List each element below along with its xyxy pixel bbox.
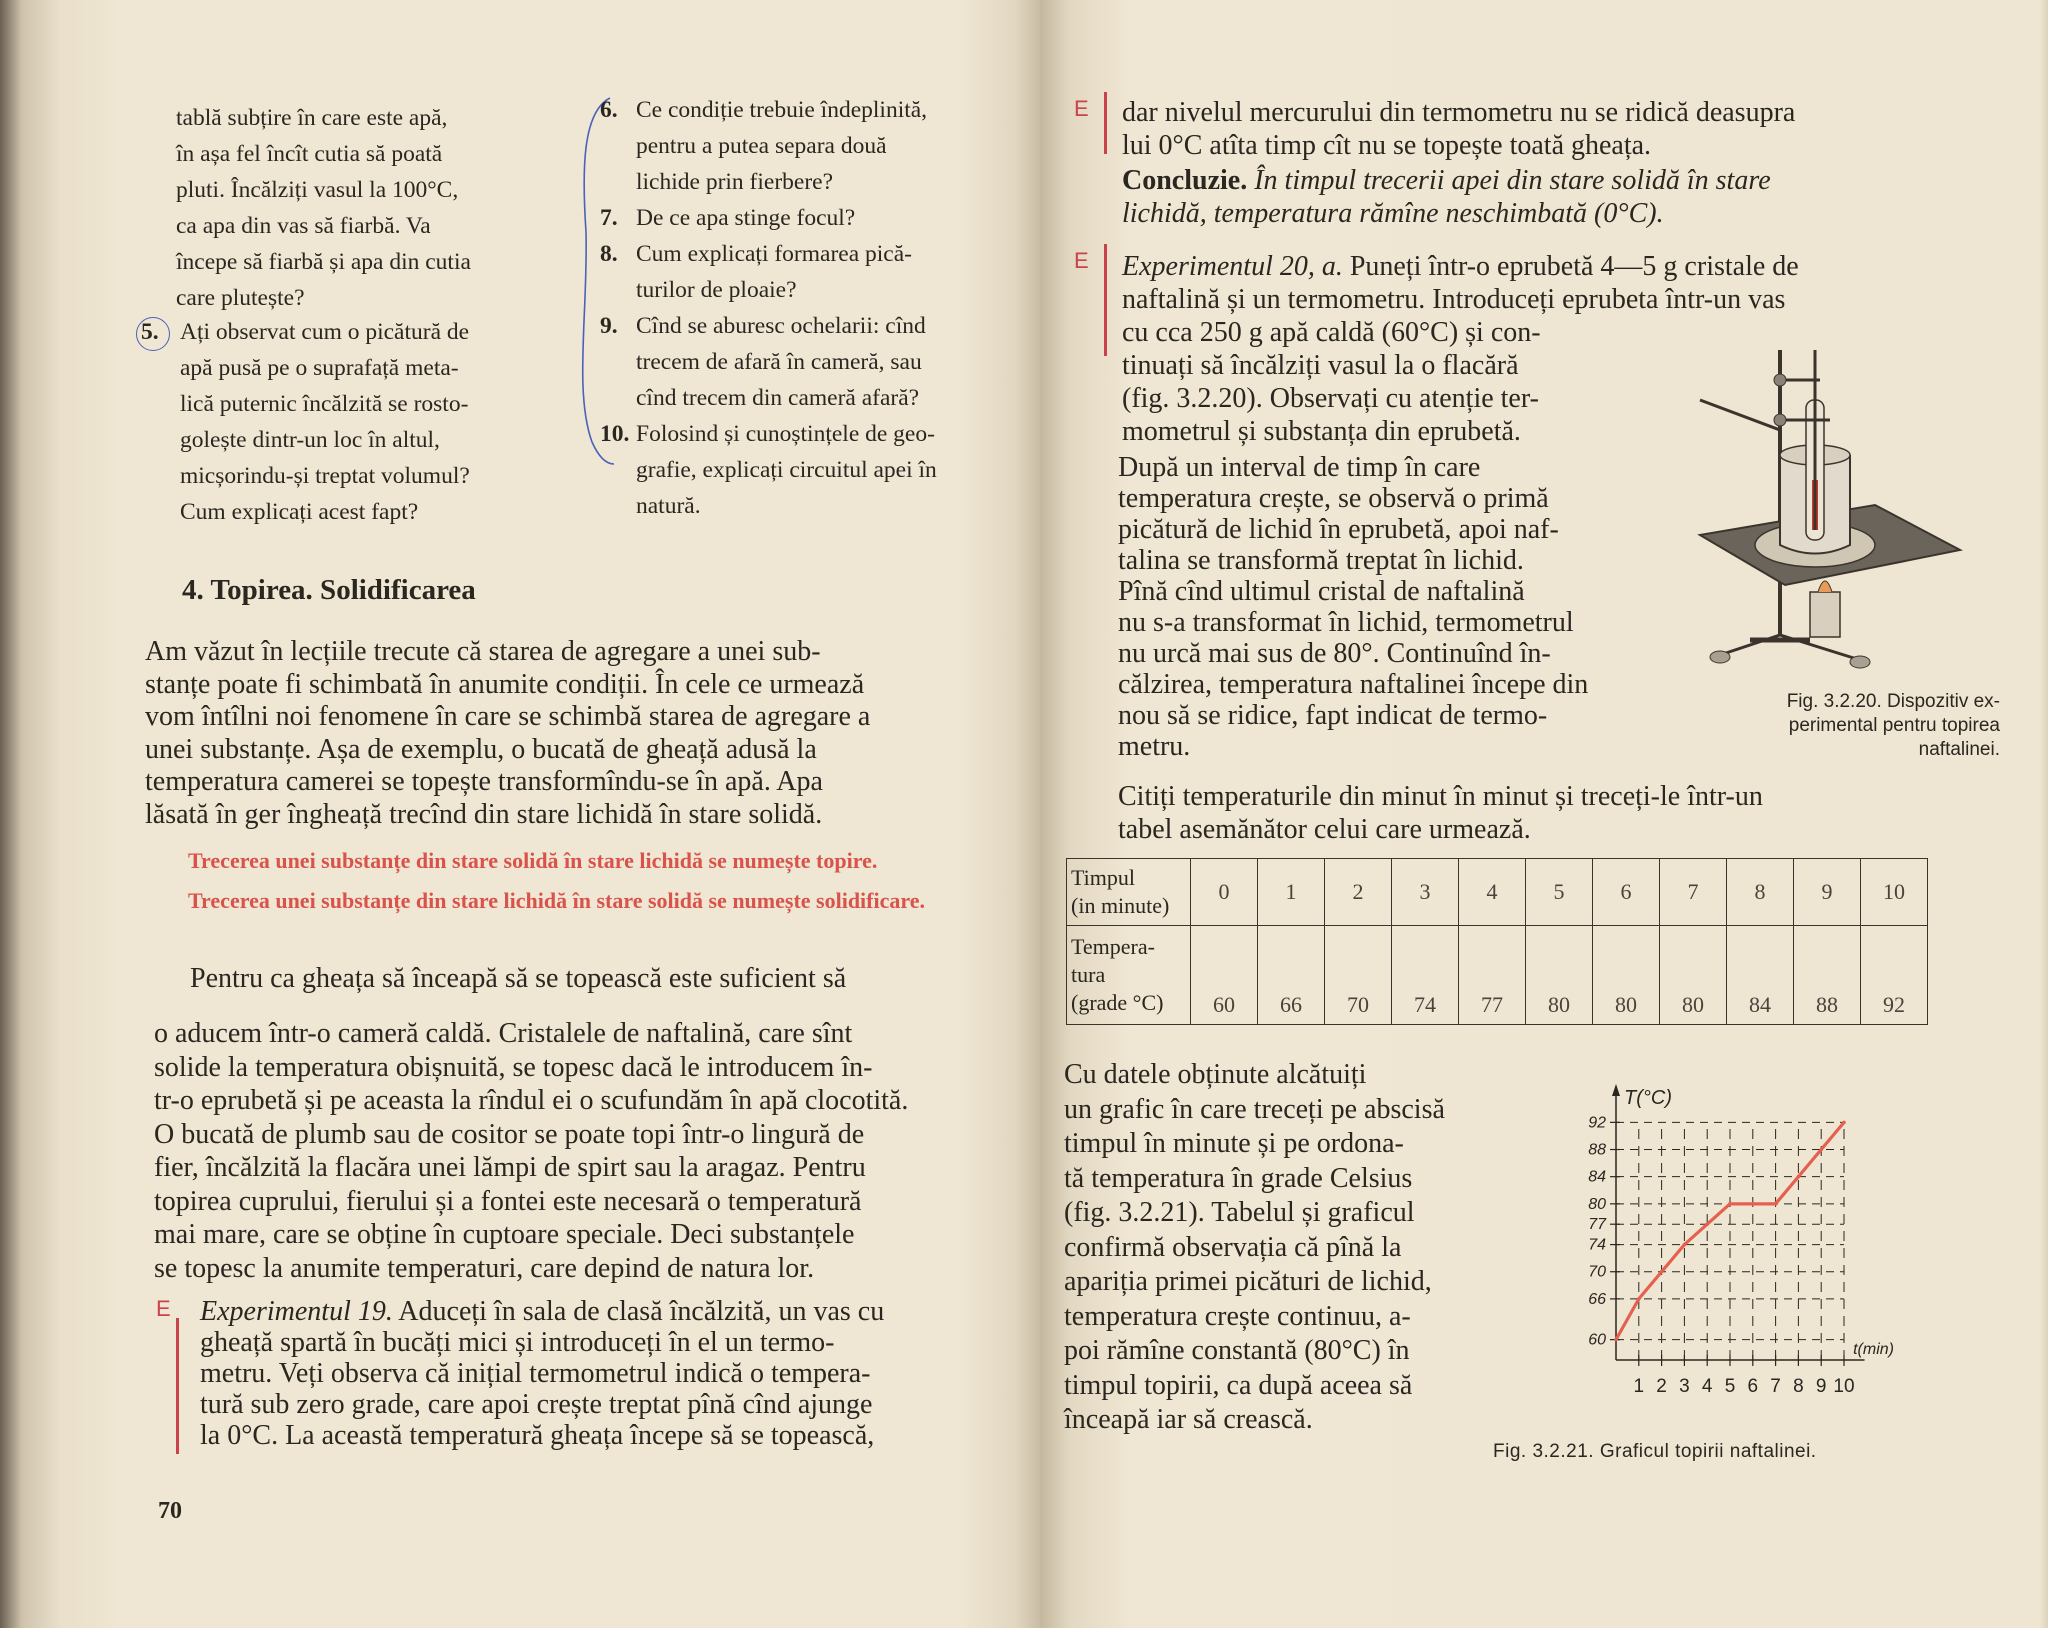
question-5-line: Cum explicați acest fapt? [180, 499, 419, 525]
table-cell-temperature: 74 [1392, 926, 1459, 1025]
x-tick-label: 2 [1656, 1376, 1667, 1397]
experiment-e-mark: E [156, 1296, 171, 1321]
text-line: unei substanțe. Așa de exemplu, o bucată de gheață adusă la [145, 733, 817, 765]
conclusion-label: Concluzie. [1122, 165, 1248, 196]
table-cell-temperature: 77 [1459, 926, 1526, 1025]
question-line [600, 308, 1000, 344]
data-point [1660, 1270, 1664, 1274]
text-line: (fig. 3.2.21). Tabelul și graficul [1064, 1197, 1415, 1228]
question-number: 8. [600, 241, 618, 267]
table-cell-temperature: 66 [1258, 926, 1325, 1025]
question-line [600, 452, 1000, 488]
experiment-20-title: Experimentul 20, a. [1122, 251, 1343, 282]
x-tick-label: 7 [1770, 1376, 1781, 1397]
text-line: După un interval de timp în care [1118, 452, 1481, 483]
question-text: natură. [636, 493, 701, 519]
table-cell-minute: 2 [1325, 859, 1392, 926]
bleed-through-text [620, 560, 1000, 586]
x-tick-label: 3 [1679, 1376, 1690, 1397]
y-tick-label: 84 [1588, 1168, 1606, 1186]
header-label-line: tura [1071, 962, 1106, 987]
y-tick-label: 88 [1588, 1141, 1606, 1159]
text-line: tr-o eprubetă și pe aceasta la rîndul ei o scufundăm în apă clocotită. [154, 1085, 909, 1116]
text-line: Pînă cînd ultimul cristal de naftalină [1118, 576, 1525, 607]
question-line [600, 236, 1000, 272]
table-cell-temperature: 70 [1325, 926, 1392, 1025]
question-text: Cum explicați formarea pică- [636, 241, 912, 267]
text-line: nou să se ridice, fapt indicat de termo- [1118, 700, 1548, 731]
x-tick-label: 8 [1793, 1376, 1804, 1397]
conclusion [1122, 164, 1992, 230]
x-tick-label: 9 [1815, 1376, 1827, 1397]
text-line: tă temperatura în grade Celsius [1064, 1162, 1413, 1194]
experiment-20-line-2: naftalină și un termometru. Introduceți eprubeta într-un vas [1122, 284, 1786, 315]
text-line: lui 0°C atîta timp cît nu se topește toată gheața. [1122, 130, 1652, 161]
figure-3-2-21-melting-chart [1530, 1080, 2010, 1420]
question-5-line: golește dintr-un loc în altul, [180, 427, 440, 453]
question-text: turilor de ploaie? [636, 277, 797, 303]
text-line: se topesc la anumite temperaturi, care depind de natura lor. [154, 1252, 815, 1284]
table-instruction [1118, 780, 1998, 846]
page-number: 70 [158, 1498, 182, 1524]
data-point [1705, 1222, 1709, 1226]
question-5-line: micșorindu-și treptat volumul? [180, 463, 470, 489]
figure-3-2-21-caption: Fig. 3.2.21. Graficul topirii naftalinei. [1493, 1441, 1817, 1462]
caption-line: Fig. 3.2.20. Dispozitiv ex- [1786, 691, 2000, 712]
question-text: trecem de afară în cameră, sau [636, 349, 922, 375]
text-line: Cu datele obținute alcătuiți [1064, 1059, 1367, 1090]
question-5-line: Ați observat cum o picătură de [180, 319, 470, 345]
question-line [600, 344, 1000, 380]
y-tick-label: 60 [1588, 1331, 1606, 1349]
question-line [600, 416, 1000, 452]
question-text: Folosind și cunoștințele de geo- [636, 421, 935, 447]
text-line: înceapă iar să crească. [1064, 1404, 1313, 1435]
experiment-19 [200, 1296, 1022, 1451]
y-tick-label: 92 [1588, 1114, 1606, 1132]
header-label-line: (in minute) [1071, 893, 1170, 918]
question-line [600, 164, 1000, 200]
experiment-19-text: gheață spartă în bucăți mici și introduceți în el un termo- [200, 1327, 835, 1358]
text-line: mai mare, care se obține în cuptoare speciale. Deci substanțele [154, 1219, 855, 1250]
text-line: tablă subțire în care este apă, [176, 105, 448, 131]
y-axis-arrow [1612, 1084, 1620, 1096]
x-tick-label: 1 [1633, 1376, 1645, 1397]
x-axis-label: t(min) [1853, 1341, 1895, 1358]
definition-solidification: Trecerea unei substanțe din stare lichidă în stare solidă se numește solidificare. [188, 888, 925, 913]
table-cell-minute: 9 [1794, 859, 1861, 926]
text-line: solide la temperatura obișnuită, se topesc dacă le introducem în- [154, 1051, 873, 1083]
text-line: tinuați să încălziți vasul la o flacără [1122, 350, 1519, 381]
table-header-temperature [1067, 926, 1191, 1025]
question-5-text [180, 314, 538, 530]
text-line: vom întîlni noi fenomene în care se schimbă starea de agregare a [145, 701, 871, 732]
text-line: temperatura crește, se observă o primă [1118, 483, 1549, 514]
question-text: cînd trecem din cameră afară? [636, 385, 920, 411]
text-line [200, 1327, 1022, 1358]
question-5-line: apă pusă pe o suprafață meta- [180, 355, 459, 381]
text-line: pluti. Încălziți vasul la 100°C, [176, 177, 459, 203]
y-tick-label: 77 [1588, 1216, 1606, 1234]
y-tick-label: 70 [1588, 1263, 1606, 1281]
text-line: stanțe poate fi schimbată în anumite condiții. În cele ce urmează [145, 668, 865, 700]
question-line [600, 380, 1000, 416]
text-line: poi rămîne constantă (80°C) în [1064, 1335, 1410, 1366]
experiment-19-title: Experimentul 19. [200, 1296, 393, 1327]
data-point [1637, 1297, 1641, 1301]
table-cell-minute: 5 [1526, 859, 1593, 926]
conclusion-text-2: lichidă, temperatura rămîne neschimbată (0°C). [1122, 198, 1664, 229]
text-line: nu s-a transformat în lichid, termometrul [1118, 607, 1574, 638]
experiment-side-bar-top [1104, 92, 1107, 154]
text-line: dar nivelul mercurului din termometru nu se ridică deasupra [1122, 97, 1796, 128]
text-line [200, 1420, 1022, 1451]
question-text: Cînd se aburesc ochelarii: cînd [636, 313, 926, 339]
section-heading: 4. Topirea. Solidificarea [182, 574, 476, 606]
table-cell-temperature: 60 [1191, 926, 1258, 1025]
table-cell-minute: 3 [1392, 859, 1459, 926]
question-number: 9. [600, 313, 618, 339]
conclusion-text-1: În timpul trecerii apei din stare solidă în stare [1247, 165, 1771, 196]
experiment-e-mark-top: E [1074, 96, 1089, 121]
question-text: grafie, explicați circuitul apei în [636, 457, 937, 483]
table-cell-minute: 6 [1593, 859, 1660, 926]
header-label-line: Timpul [1071, 865, 1136, 890]
definition-melting: Trecerea unei substanțe din stare solidă în stare lichidă se numește topire. [188, 848, 878, 873]
table-cell-minute: 8 [1727, 859, 1794, 926]
text-line: în așa fel încît cutia să poată [176, 141, 443, 167]
question-text: Ce condiție trebuie îndeplinită, [636, 97, 928, 123]
text-line: confirmă observația că pînă la [1064, 1231, 1402, 1263]
experiment-19-text: la 0°C. La această temperatură gheața începe să se topească, [200, 1420, 875, 1451]
text-line: Citiți temperaturile din minut în minut și treceți-le într-un [1118, 781, 1763, 812]
question-line [600, 488, 1000, 524]
text-line: fier, încălzită la flacăra unei lămpi de spirt sau la aragaz. Pentru [154, 1152, 866, 1183]
figure-3-2-20-apparatus [1660, 330, 1990, 670]
caption-line: naftalinei. [1918, 739, 2000, 760]
text-line: Am văzut în lecțiile trecute că starea de agregare a unei sub- [145, 636, 821, 667]
x-tick-label: 5 [1724, 1376, 1736, 1397]
text-line: tabel asemănător celui care urmează. [1118, 814, 1531, 845]
experiment-19-text: Aduceți în sala de clasă încălzită, un vas cu [392, 1296, 885, 1327]
text-line: picătură de lichid în eprubetă, apoi naf- [1118, 514, 1559, 545]
question-text: pentru a putea separa două [636, 133, 887, 159]
text-line: metru. [1118, 731, 1191, 762]
table-cell-minute: 7 [1660, 859, 1727, 926]
text-line: temperatura camerei se topește transformîndu-se în apă. Apa [145, 766, 823, 797]
data-point [1751, 1202, 1755, 1206]
question-5-number: 5. [141, 319, 159, 345]
graph-instruction-paragraph [1064, 1058, 1534, 1438]
question-number: 6. [600, 97, 618, 123]
data-point [1774, 1202, 1778, 1206]
x-tick-label: 4 [1701, 1376, 1713, 1397]
data-point [1797, 1175, 1801, 1179]
data-point [1819, 1148, 1823, 1152]
data-point [1683, 1243, 1687, 1247]
experiment-19-text: tură sub zero grade, care apoi crește treptat pînă cînd ajunge [200, 1389, 873, 1420]
table-cell-temperature: 80 [1660, 926, 1727, 1025]
table-cell-minute: 0 [1191, 859, 1258, 926]
question-line [600, 92, 1000, 128]
caption-line: perimental pentru topirea [1788, 715, 2000, 736]
table-cell-minute: 1 [1258, 859, 1325, 926]
question-line [600, 128, 1000, 164]
experiment-20-first [1122, 250, 1799, 283]
table-cell-temperature: 80 [1593, 926, 1660, 1025]
temperature-table [1066, 858, 1928, 1025]
text-line: timpul topirii, ca după aceea să [1064, 1369, 1413, 1401]
intro-paragraph [145, 636, 1007, 831]
table-row-time [1067, 859, 1928, 926]
text-line [200, 1358, 1022, 1389]
text-line [200, 1296, 1022, 1327]
x-tick-label: 10 [1833, 1376, 1855, 1397]
table-cell-temperature: 84 [1727, 926, 1794, 1025]
question-number: 7. [600, 205, 618, 231]
question-text: lichide prin fierbere? [636, 169, 834, 195]
text-line: talina se transformă treptat în lichid. [1118, 545, 1524, 576]
data-point [1728, 1202, 1732, 1206]
left-col1-text [176, 100, 536, 316]
text-line: (fig. 3.2.20). Observați cu atenție ter- [1122, 383, 1539, 414]
y-tick-label: 74 [1588, 1236, 1606, 1254]
table-cell-temperature: 88 [1794, 926, 1861, 1025]
figure-3-2-20-caption [1712, 690, 2000, 762]
text-line: o aducem într-o cameră caldă. Cristalele de naftalină, care sînt [154, 1018, 853, 1049]
experiment-20-rest [1122, 316, 1652, 448]
text-line: călzirea, temperatura naftalinei începe din [1118, 669, 1589, 700]
experiment-side-bar [176, 1318, 179, 1454]
paragraph-melting-first-line: Pentru ca gheața să înceapă să se topească este suficient să [190, 963, 847, 994]
table-cell-minute: 4 [1459, 859, 1526, 926]
header-label-line: Tempera- [1071, 934, 1155, 959]
observation-paragraph [1118, 452, 1678, 762]
y-axis-label: T(°C) [1624, 1087, 1672, 1109]
table-header-time [1067, 859, 1191, 926]
table-cell-temperature: 80 [1526, 926, 1593, 1025]
text-line: nu urcă mai sus de 80°. Continuînd în- [1118, 638, 1551, 669]
text-line: topirea cuprului, fierului și a fontei este necesară o temperatură [154, 1185, 862, 1217]
text-line: începe să fiarbă și apa din cutia [176, 249, 471, 275]
data-point [1842, 1121, 1846, 1125]
questions-list [600, 92, 1000, 524]
y-tick-label: 66 [1588, 1290, 1606, 1308]
text-line: timpul în minute și pe ordona- [1064, 1128, 1404, 1159]
x-tick-label: 6 [1747, 1376, 1759, 1397]
paragraph-melting [154, 1017, 1016, 1285]
data-point [1614, 1338, 1618, 1342]
question-line [600, 272, 1000, 308]
question-5-line: lică puternic încălzită se rosto- [180, 391, 469, 417]
text-line: un grafic în care treceți pe abscisă [1064, 1093, 1445, 1125]
experiment-e-mark-20: E [1074, 248, 1089, 273]
y-tick-label: 80 [1588, 1195, 1606, 1213]
text-line: mometrul și substanța din eprubetă. [1122, 416, 1521, 447]
right-page [1040, 0, 2048, 1628]
experiment-19-continuation [1122, 96, 1992, 162]
text-line: O bucată de plumb sau de cositor se poate topi într-o lingură de [154, 1118, 865, 1150]
table-cell-temperature: 92 [1861, 926, 1928, 1025]
experiment-19-text: metru. Veți observa că inițial termometrul indică o tempera- [200, 1358, 871, 1389]
question-number: 10. [600, 421, 630, 447]
text-line: ca apa din vas să fiarbă. Va [176, 213, 431, 239]
question-line [600, 200, 1000, 236]
experiment-20-line-1: Puneți într-o eprubetă 4—5 g cristale de [1342, 251, 1799, 282]
table-row-temperature [1067, 926, 1928, 1025]
question-text: De ce apa stinge focul? [636, 205, 856, 231]
table-cell-minute: 10 [1861, 859, 1928, 926]
text-line: lăsată în ger îngheață trecînd din stare lichidă în stare solidă. [145, 798, 823, 830]
text-line: temperatura crește continuu, a- [1064, 1300, 1411, 1332]
text-line: care plutește? [176, 285, 305, 311]
experiment-side-bar-20 [1104, 244, 1107, 356]
text-line: cu cca 250 g apă caldă (60°C) și con- [1122, 317, 1541, 348]
text-line: apariția primei picături de lichid, [1064, 1266, 1432, 1297]
header-label-line: (grade °C) [1071, 990, 1164, 1015]
text-line [200, 1389, 1022, 1420]
